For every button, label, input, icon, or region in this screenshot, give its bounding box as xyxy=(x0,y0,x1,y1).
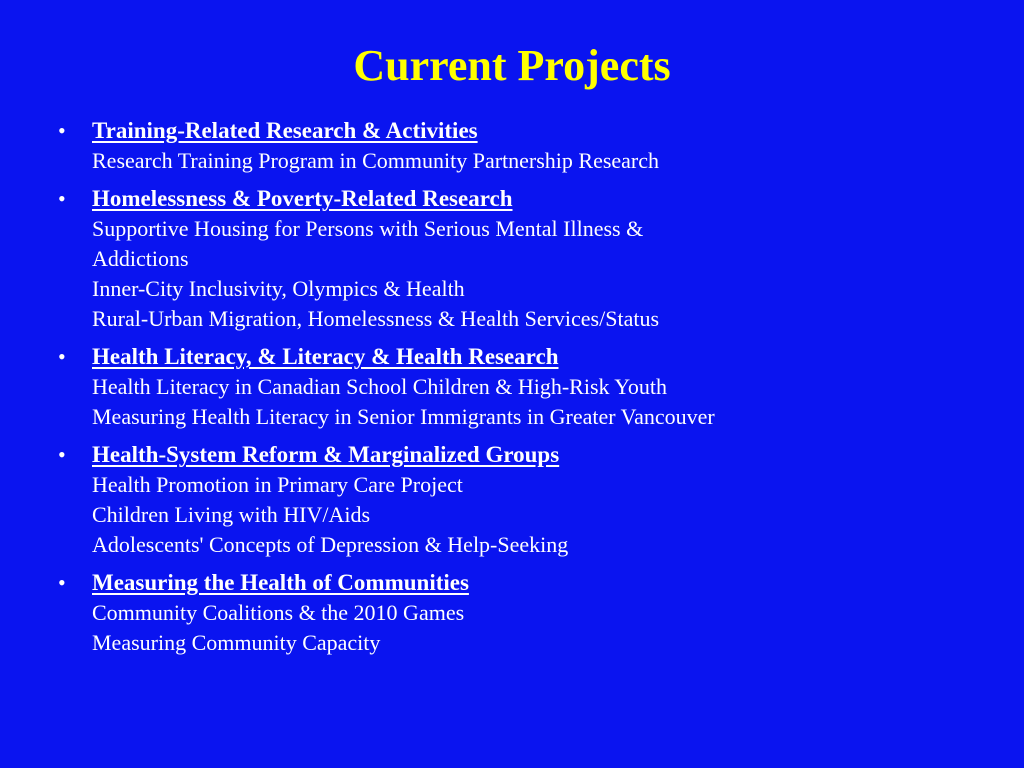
bullet-marker: • xyxy=(58,118,66,143)
section-heading: Health Literacy, & Literacy & Health Research xyxy=(92,344,559,369)
bullet-marker: • xyxy=(58,570,66,595)
project-section-training xyxy=(58,116,978,176)
project-section-homelessness xyxy=(58,184,978,334)
bullet-marker: • xyxy=(58,186,66,211)
project-line: Community Coalitions & the 2010 Games xyxy=(92,600,465,625)
section-heading: Training-Related Research & Activities xyxy=(92,118,478,143)
project-line: Supportive Housing for Persons with Serious Mental Illness & xyxy=(92,216,644,241)
project-line: Health Promotion in Primary Care Project xyxy=(92,472,463,497)
project-line: Children Living with HIV/Aids xyxy=(92,502,371,527)
project-line: Addictions xyxy=(92,246,189,271)
bullet-marker: • xyxy=(58,442,66,467)
project-line: Inner-City Inclusivity, Olympics & Health xyxy=(92,276,465,301)
project-line: Research Training Program in Community Partnership Research xyxy=(92,148,660,173)
project-section-health-literacy xyxy=(58,342,978,432)
section-heading: Health-System Reform & Marginalized Groups xyxy=(92,442,560,467)
bullet-marker: • xyxy=(58,344,66,369)
project-line: Measuring Health Literacy in Senior Immigrants in Greater Vancouver xyxy=(92,404,715,429)
section-heading: Homelessness & Poverty-Related Research xyxy=(92,186,513,211)
project-line: Adolescents' Concepts of Depression & Help-Seeking xyxy=(92,532,569,557)
section-heading: Measuring the Health of Communities xyxy=(92,570,469,595)
project-line: Measuring Community Capacity xyxy=(92,630,381,655)
project-section-health-system xyxy=(58,440,978,560)
slide-title: Current Projects xyxy=(353,41,671,90)
project-line: Rural-Urban Migration, Homelessness & Health Services/Status xyxy=(92,306,660,331)
project-list xyxy=(58,116,978,666)
project-line: Health Literacy in Canadian School Children & High-Risk Youth xyxy=(92,374,667,399)
project-section-communities xyxy=(58,568,978,658)
